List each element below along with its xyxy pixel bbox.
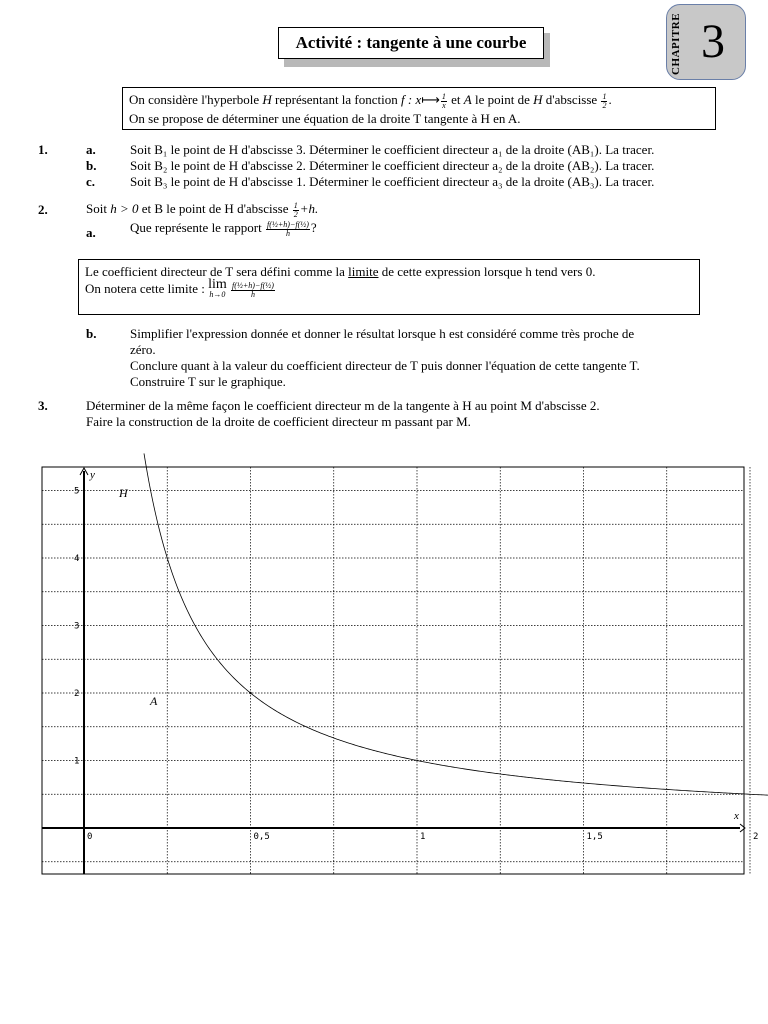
page-title: Activité : tangente à une courbe (278, 27, 544, 59)
difference-quotient: $\frac{\text{f(½+h)−f(½)}}{h}$ (267, 219, 309, 238)
fraction-one-half: $\frac{1}{2}$ (602, 91, 607, 110)
y-tick-label: 4 (74, 554, 80, 564)
q1-number: 1. (38, 142, 48, 157)
q2b-line-4: Construire T sur le graphique. (130, 374, 286, 389)
x-tick-label: 1 (420, 832, 426, 842)
q1b-label: b. (86, 158, 97, 173)
definition-line-1: Le coefficient directeur de T sera défini comme la limite de cette expression lorsque h tend vers 0. (85, 264, 596, 279)
definition-line-2: On notera cette limite : lim h→0 $\frac{\text{f(½+h)−f(½)}}{h}$ (85, 277, 274, 300)
x-tick-label: 0,5 (253, 832, 270, 842)
q2a-label: a. (86, 225, 96, 240)
fraction-one-half: $\frac{1}{2}$ (293, 200, 298, 219)
graph-ticks (74, 487, 768, 843)
chapter-word: CHAPITRE (670, 12, 682, 76)
hyperbola-curve (144, 453, 768, 811)
y-tick-label: 3 (74, 621, 80, 632)
q2b-label: b. (86, 326, 97, 341)
graph-frame (42, 467, 744, 874)
limit-quotient: $\frac{\text{f(½+h)−f(½)}}{h}$ (232, 280, 274, 299)
intro-line-1: On considère l'hyperbole H représentant la fonction f : x⟼ $\frac{1}{x}$ et A le point de H d'abscisse $\frac{1}{2}$ . (129, 91, 612, 110)
q1b-text: Soit B₂ le point de H d'abscisse 2. Déterminer le coefficient directeur a₂ de la droite (AB₂). La tracer. (130, 158, 655, 173)
y-tick-label: 5 (74, 486, 80, 497)
x-tick-label: 2 (753, 832, 759, 842)
q2b-line-2: zéro. (130, 342, 156, 357)
limit-symbol: lim h→0 (208, 277, 227, 300)
q2b-line-3: Conclure quant à la valeur du coefficient directeur de T puis donner l'équation de cette tangente T. (130, 358, 640, 373)
intro-line-2: On se propose de déterminer une équation de la droite T tangente à H en A. (129, 110, 521, 126)
graph-axes (42, 468, 745, 874)
fraction-1-over-x: $\frac{1}{x}$ (441, 91, 446, 110)
chapter-number: 3 (701, 15, 725, 68)
q2b-line-1: Simplifier l'expression donnée et donner le résultat lorsque h est considéré comme très proche de (130, 326, 635, 341)
q1a-label: a. (86, 142, 96, 157)
q2a-text: Que représente le rapport $\frac{\text{f(½+h)−f(½)}}{h}$ ? (130, 219, 317, 238)
point-a-label: A (150, 694, 158, 708)
q2-intro: Soit h > 0 et B le point de H d'abscisse $\frac{1}{2}$ +h. (86, 200, 319, 219)
x-tick-label: 0 (87, 832, 93, 842)
q3-line-1: Déterminer de la même façon le coefficient directeur m de la tangente à H au point M d'abscisse 2. (86, 398, 600, 413)
q1c-text: Soit B₃ le point de H d'abscisse 1. Déterminer le coefficient directeur a₃ de la droite (AB₃). La tracer. (130, 174, 655, 189)
graph-grid (42, 467, 768, 874)
q2-number: 2. (38, 202, 48, 217)
q3-line-2: Faire la construction de la droite de coefficient directeur m passant par M. (86, 414, 471, 429)
q1c-label: c. (86, 174, 96, 189)
y-tick-label: 1 (74, 756, 80, 767)
x-axis-label: x (734, 810, 739, 822)
curve-label: H (119, 486, 128, 500)
q1a-text: Soit B₁ le point de H d'abscisse 3. Déterminer le coefficient directeur a₁ de la droite (AB₁). La tracer. (130, 142, 655, 157)
q3-number: 3. (38, 398, 48, 413)
y-tick-label: 2 (74, 689, 80, 699)
y-axis-label: y (90, 469, 95, 481)
x-tick-label: 1,5 (586, 832, 603, 842)
